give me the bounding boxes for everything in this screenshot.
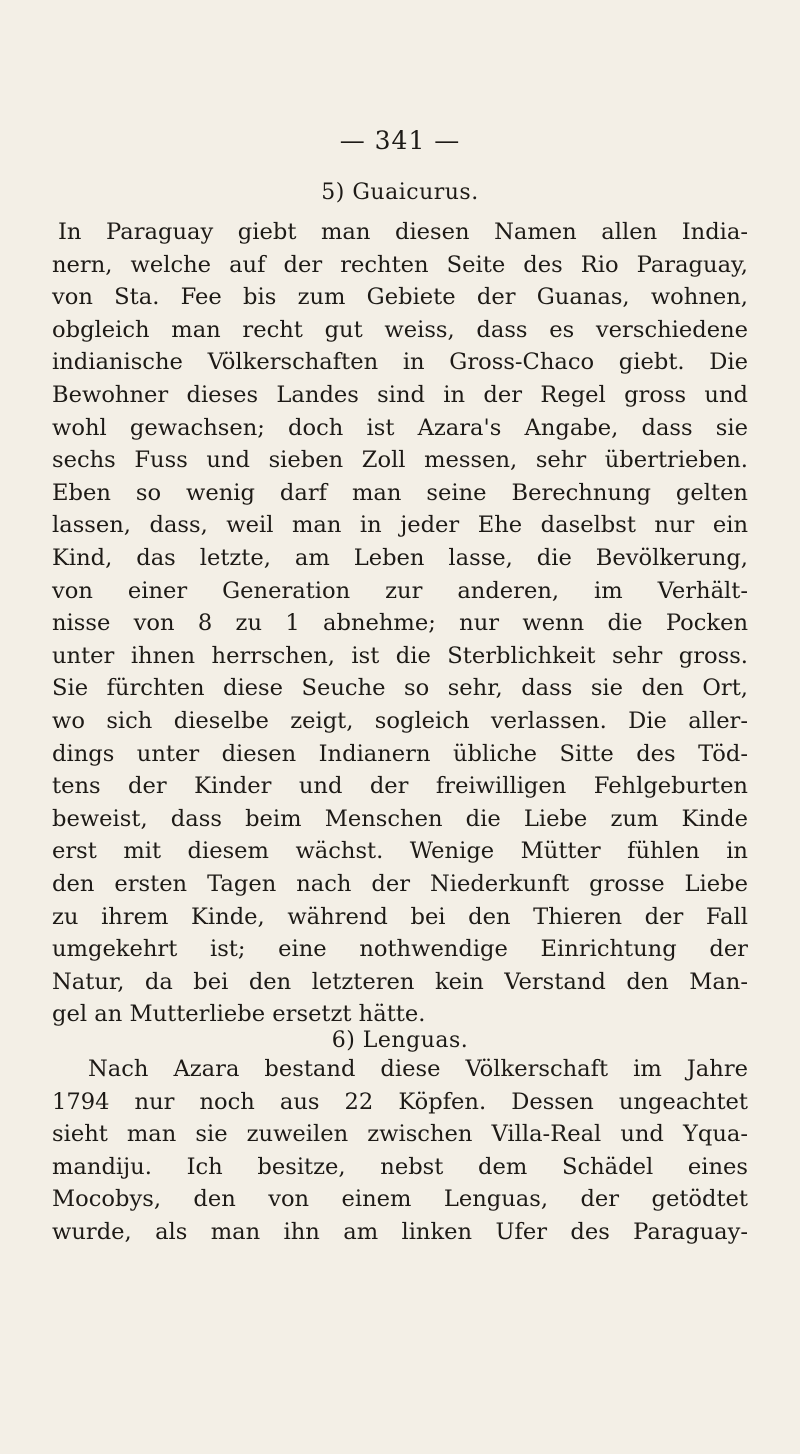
section-heading-lenguas: 6) Lenguas. (331, 1028, 469, 1053)
text-line: Nach Azara bestand diese Völkerschaft im Jahre (88, 1056, 748, 1082)
text-line: den ersten Tagen nach der Niederkunft grosse Liebe (52, 871, 748, 897)
text-line: sieht man sie zuweilen zwischen Villa-Real und Yqua- (52, 1121, 748, 1148)
text-line: von einer Generation zur anderen, im Verhält- (52, 577, 748, 604)
text-line: zu ihrem Kinde, während bei den Thieren der Fall (52, 903, 748, 930)
text-line: sechs Fuss und sieben Zoll messen, sehr übertrieben. (52, 447, 748, 474)
text-line: Kind, das letzte, am Leben lasse, die Bevölkerung, (52, 545, 748, 571)
text-line: Bewohner dieses Landes sind in der Regel gross und (52, 382, 748, 408)
text-line: erst mit diesem wächst. Wenige Mütter fühlen in (52, 838, 748, 865)
text-line: wohl gewachsen; doch ist Azara's Angabe, dass sie (52, 414, 748, 441)
text-line: wurde, als man ihn am linken Ufer des Paraguay- (52, 1219, 748, 1245)
text-line: umgekehrt ist; eine nothwendige Einrichtung der (52, 936, 748, 963)
text-line: von Sta. Fee bis zum Gebiete der Guanas, wohnen, (52, 284, 748, 311)
text-line: Mocobys, den von einem Lenguas, der getödtet (52, 1186, 748, 1213)
section-heading-guaicurus: 5) Guaicurus. (321, 180, 479, 205)
text-line: In Paraguay giebt man diesen Namen allen India- (58, 219, 748, 245)
text-line: 1794 nur noch aus 22 Köpfen. Dessen ungeachtet (52, 1088, 748, 1115)
text-line: gel an Mutterliebe ersetzt hätte. (52, 1001, 426, 1028)
page-number: — 341 — (339, 126, 461, 155)
text-line: nern, welche auf der rechten Seite des Rio Paraguay, (52, 251, 748, 278)
text-line: lassen, dass, weil man in jeder Ehe daselbst nur ein (52, 512, 748, 539)
text-line: dings unter diesen Indianern übliche Sitte des Töd- (52, 740, 748, 767)
text-line: Natur, da bei den letzteren kein Verstand den Man- (52, 968, 748, 995)
text-line: obgleich man recht gut weiss, dass es verschiedene (52, 316, 748, 343)
text-line: tens der Kinder und der freiwilligen Fehlgeburten (52, 773, 748, 800)
text-line: Eben so wenig darf man seine Berechnung gelten (52, 479, 748, 506)
text-line: beweist, dass beim Menschen die Liebe zum Kinde (52, 805, 748, 832)
text-line: indianische Völkerschaften in Gross-Chaco giebt. Die (52, 349, 748, 376)
text-line: wo sich dieselbe zeigt, sogleich verlassen. Die aller- (52, 708, 748, 734)
text-line: unter ihnen herrschen, ist die Sterblichkeit sehr gross. (52, 642, 748, 669)
text-line: nisse von 8 zu 1 abnehme; nur wenn die Pocken (52, 610, 748, 637)
text-line: Sie fürchten diese Seuche so sehr, dass sie den Ort, (52, 675, 748, 702)
text-line: mandiju. Ich besitze, nebst dem Schädel eines (52, 1153, 748, 1180)
